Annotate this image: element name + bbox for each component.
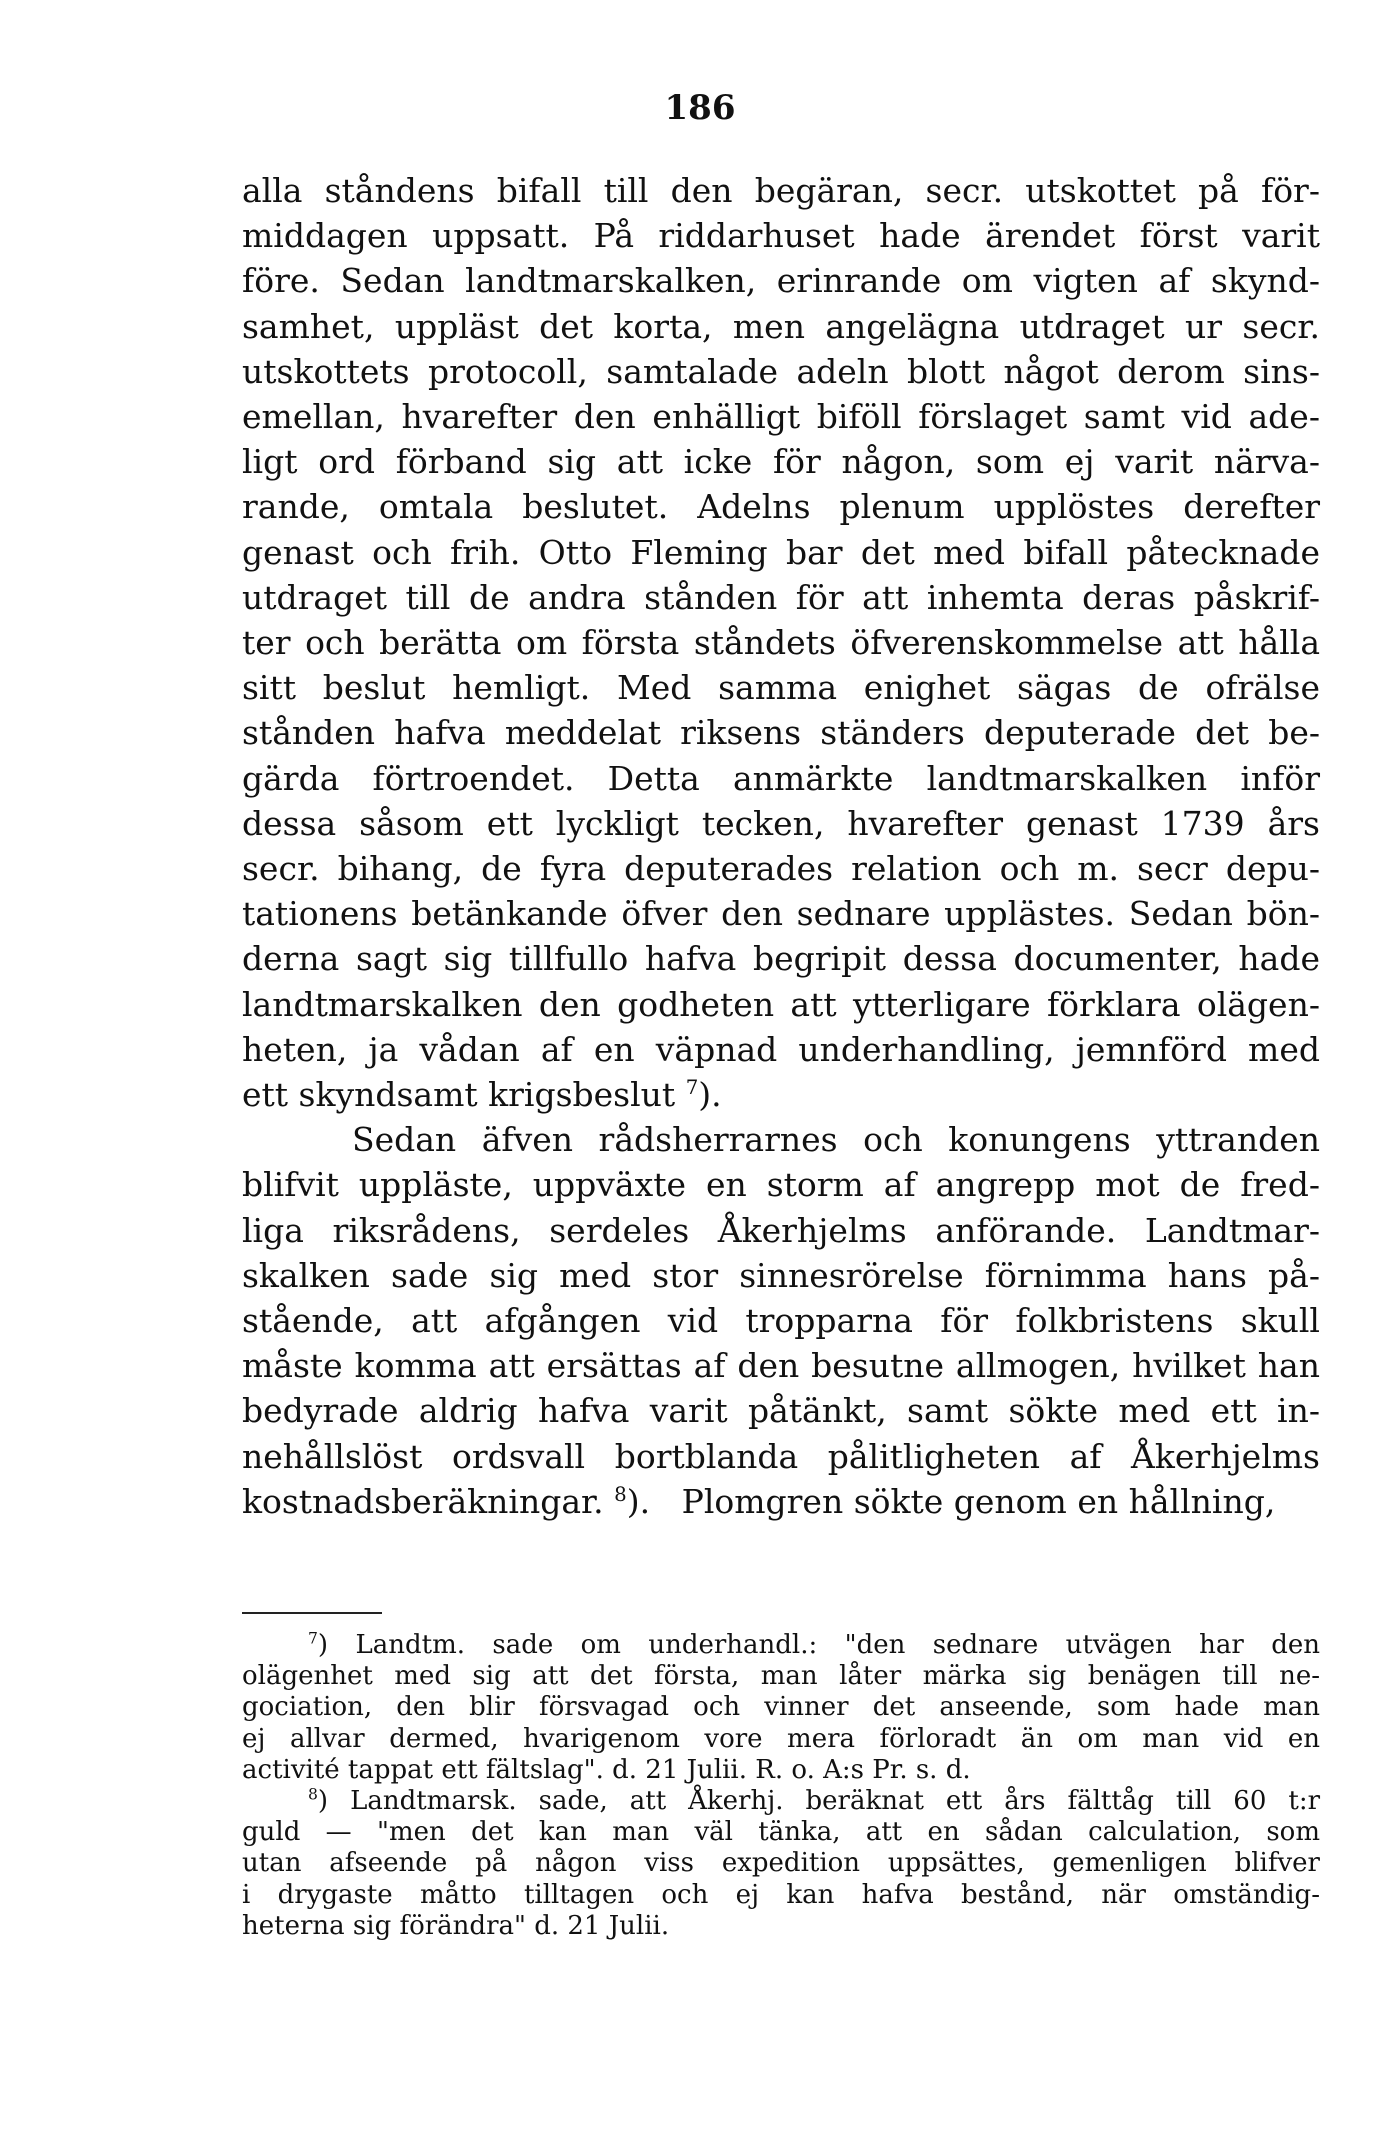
- footnote-line: [242, 1786, 1320, 1817]
- text-line: genast och frih. Otto Fleming bar det med bifall påtecknade: [242, 532, 1320, 572]
- text-segment: kostnadsberäkningar.: [242, 1481, 604, 1521]
- footnote-ref-close: ).: [626, 1481, 651, 1521]
- footnote-mark-close: ): [317, 1786, 329, 1817]
- text-segment: Plomgren sökte genom en hållning,: [681, 1481, 1276, 1521]
- footnote-ref-8[interactable]: 8: [614, 1482, 627, 1506]
- text-segment: ett skyndsamt krigsbeslut: [242, 1075, 676, 1115]
- footnote-mark: 7: [308, 1629, 318, 1648]
- text-line: [242, 1479, 1320, 1524]
- text-line: måste komma att ersättas af den besutne allmogen, hvilket han: [242, 1346, 1320, 1386]
- footnote-line: i drygaste måtto tilltagen och ej kan hafva bestånd, när omständig-: [242, 1879, 1320, 1910]
- text-line: tationens betänkande öfver den sednare upplästes. Sedan bön-: [242, 894, 1320, 934]
- text-line: stående, att afgången vid tropparna för folkbristens skull: [242, 1301, 1320, 1341]
- text-line: landtmarskalken den godheten att ytterligare förklara olägen-: [242, 984, 1320, 1024]
- text-line: rande, omtala beslutet. Adelns plenum upplöstes derefter: [242, 487, 1320, 527]
- text-line: utdraget till de andra stånden för att inhemta deras påskrif-: [242, 577, 1320, 617]
- text-line: heten, ja vådan af en väpnad underhandling, jemnförd med: [242, 1029, 1320, 1069]
- footnote-line: guld — "men det kan man väl tänka, att en sådan calculation, som: [242, 1817, 1320, 1848]
- footnote-line: ej allvar dermed, hvarigenom vore mera förloradt än om man vid en: [242, 1723, 1320, 1754]
- text-line: secr. bihang, de fyra deputerades relation och m. secr depu-: [242, 849, 1320, 889]
- footnote-line: [242, 1630, 1320, 1661]
- text-line: samhet, uppläst det korta, men angelägna utdraget ur secr.: [242, 306, 1320, 346]
- text-line: ter och berätta om första ståndets öfverenskommelse att hålla: [242, 623, 1320, 663]
- footnote-line: heterna sig förändra" d. 21 Julii.: [242, 1910, 670, 1941]
- text-line: ligt ord förband sig att icke för någon, som ej varit närva-: [242, 442, 1320, 482]
- text-line: liga riksrådens, serdeles Åkerhjelms anförande. Landtmar-: [242, 1210, 1320, 1250]
- footnote-line: gociation, den blir försvagad och vinner det anseende, som hade man: [242, 1692, 1320, 1723]
- text-line: emellan, hvarefter den enhälligt biföll förslaget samt vid ade-: [242, 397, 1320, 437]
- footnote-text: Landtm. sade om underhandl.: "den sednare utvägen har den: [355, 1630, 1320, 1660]
- text-line: alla ståndens bifall till den begäran, secr. utskottet på för-: [242, 171, 1320, 210]
- text-line: dessa såsom ett lyckligt tecken, hvarefter genast 1739 års: [242, 803, 1320, 843]
- text-line: stånden hafva meddelat riksens ständers deputerade det be-: [242, 713, 1320, 753]
- text-line: gärda förtroendet. Detta anmärkte landtmarskalken inför: [242, 758, 1320, 798]
- text-line: bedyrade aldrig hafva varit påtänkt, samt sökte med ett in-: [242, 1391, 1320, 1431]
- text-line: utskottets protocoll, samtalade adeln blott något derom sins-: [242, 351, 1320, 391]
- text-line: derna sagt sig tillfullo hafva begripit dessa documenter, hade: [242, 939, 1320, 979]
- main-text: [242, 168, 1320, 1524]
- text-line: blifvit uppläste, uppväxte en storm af angrepp mot de fred-: [242, 1165, 1320, 1205]
- text-line: nehållslöst ordsvall bortblanda pålitligheten af Åkerhjelms: [242, 1436, 1320, 1476]
- footnotes: [242, 1630, 1320, 1942]
- page-number: 186: [664, 88, 736, 128]
- footnote-ref-close: ).: [698, 1075, 722, 1115]
- text-line: sitt beslut hemligt. Med samma enighet sägas de ofrälse: [242, 668, 1320, 708]
- footnote-ref-7[interactable]: 7: [685, 1076, 699, 1100]
- footnote-line: utan afseende på någon viss expedition uppsättes, gemenligen blifver: [242, 1848, 1320, 1879]
- footnote-mark: 8: [308, 1785, 318, 1804]
- text-line: före. Sedan landtmarskalken, erinrande om vigten af skynd-: [242, 261, 1320, 301]
- footnote-line: activité tappat ett fältslag". d. 21 Julii. R. o. A:s Pr. s. d.: [242, 1754, 971, 1785]
- footnote-mark-close: ): [317, 1630, 329, 1660]
- footnote-text: Landtmarsk. sade, att Åkerhj. beräknat ett års fälttåg till 60 t:r: [350, 1786, 1321, 1817]
- text-line: Sedan äfven rådsherrarnes och konungens yttranden: [352, 1120, 1320, 1160]
- text-line: [242, 1072, 1320, 1117]
- text-line: skalken sade sig med stor sinnesrörelse förnimma hans på-: [242, 1255, 1320, 1295]
- footnote-separator: [242, 1612, 382, 1614]
- text-line: middagen uppsatt. På riddarhuset hade ärendet först varit: [242, 216, 1320, 256]
- footnote-line: olägenhet med sig att det första, man låter märka sig benägen till ne-: [242, 1661, 1320, 1692]
